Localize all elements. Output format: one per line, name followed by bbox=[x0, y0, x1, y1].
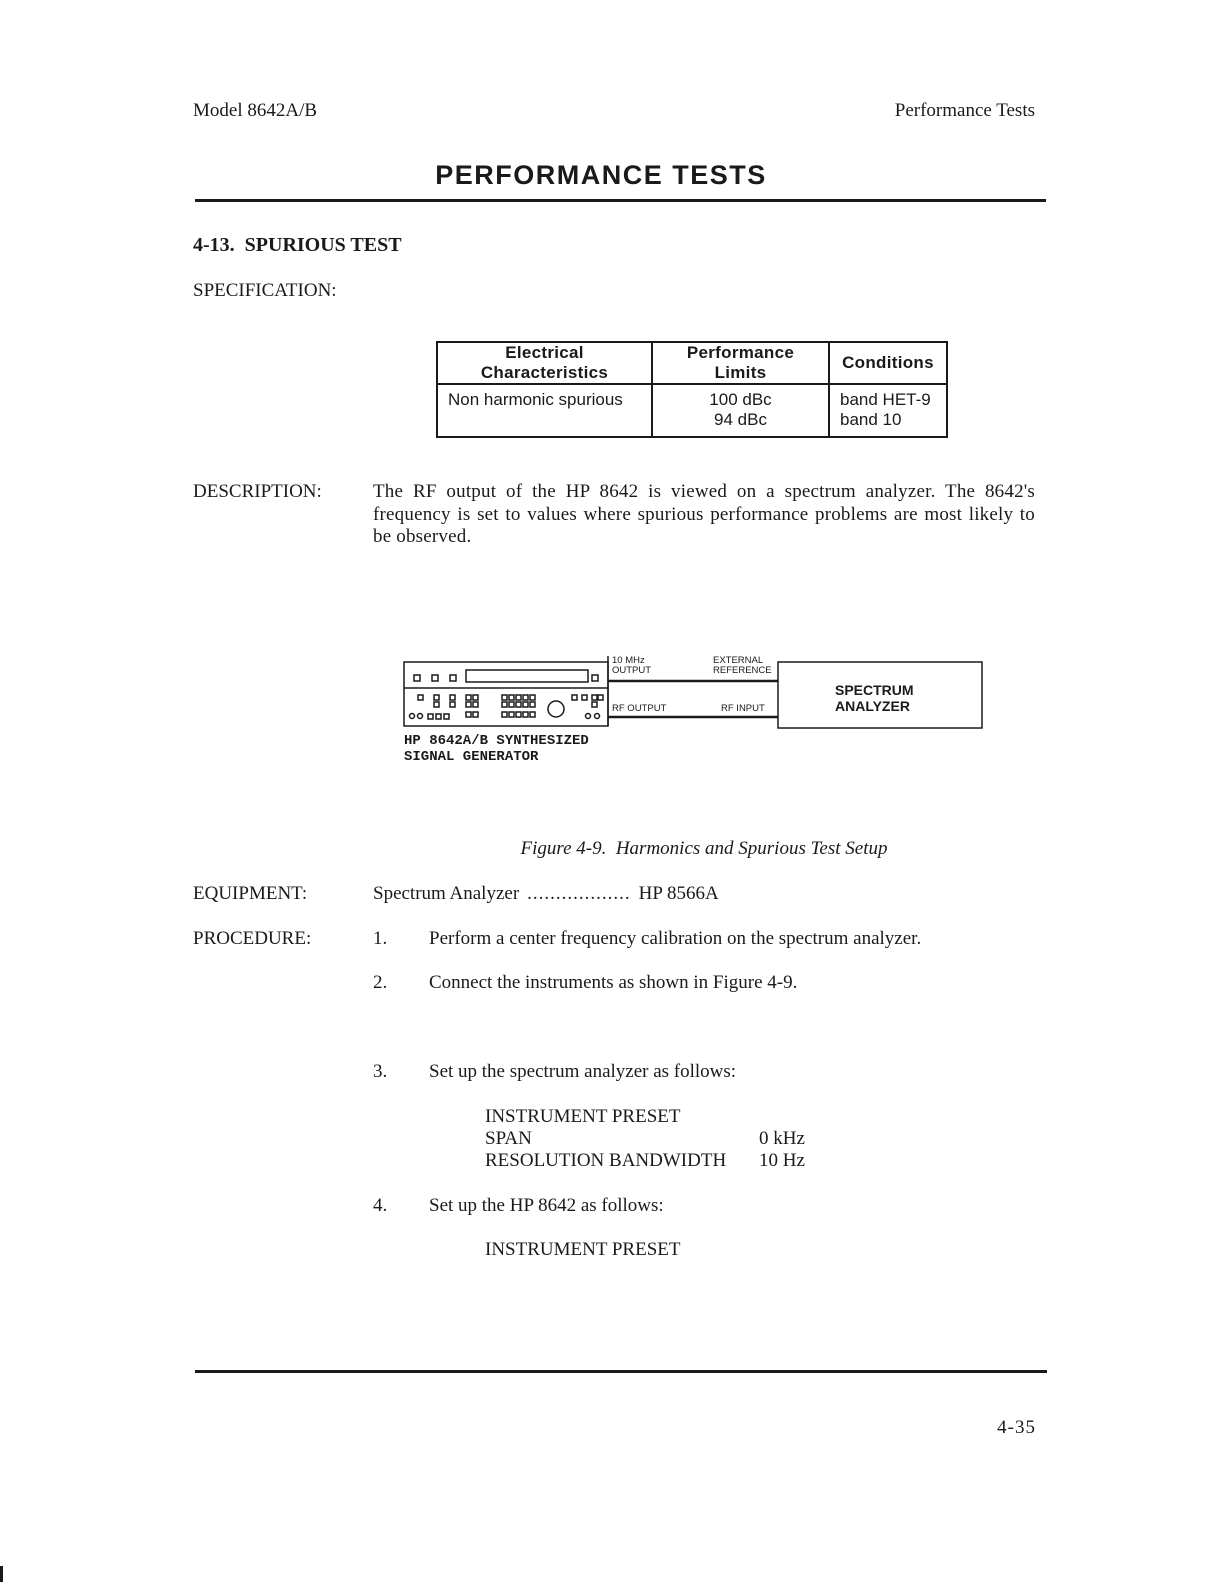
test-setup-diagram bbox=[400, 650, 990, 770]
scan-edge-mark bbox=[0, 1566, 3, 1582]
analyzer-setting-name: SPAN bbox=[485, 1128, 532, 1149]
header-model: Model 8642A/B bbox=[193, 100, 318, 121]
condition-value: band HET-9 bbox=[840, 390, 931, 409]
step-number: 3. bbox=[373, 1061, 388, 1082]
top-rule bbox=[195, 199, 1046, 202]
analyzer-label-line2: ANALYZER bbox=[835, 698, 910, 714]
equipment-label: EQUIPMENT: bbox=[193, 883, 308, 904]
analyzer-setting-value: 10 Hz bbox=[759, 1150, 805, 1171]
analyzer-label-line1: SPECTRUM bbox=[835, 682, 914, 698]
generator-setting-name: INSTRUMENT PRESET bbox=[485, 1239, 681, 1260]
port-external-label: EXTERNAL bbox=[713, 655, 764, 666]
step-text: Perform a center frequency calibration on the spectrum analyzer. bbox=[429, 928, 922, 949]
table-header: Electrical Characteristics bbox=[437, 342, 652, 384]
description-text: The RF output of the HP 8642 is viewed on a spectrum analyzer. The 8642's frequency is set to values where spurious performance problems are most likely to be observed. bbox=[373, 481, 1035, 547]
equipment-item: Spectrum Analyzer bbox=[373, 883, 520, 904]
page-number: 4-35 bbox=[997, 1417, 1036, 1438]
generator-label-line2: SIGNAL GENERATOR bbox=[404, 749, 539, 765]
port-output-label: OUTPUT bbox=[612, 665, 652, 676]
bottom-rule bbox=[195, 1370, 1047, 1373]
page-title: PERFORMANCE TESTS bbox=[435, 160, 767, 190]
figure-caption: Figure 4-9. Harmonics and Spurious Test Setup bbox=[520, 838, 888, 859]
limit-value: 100 dBc bbox=[709, 390, 772, 409]
table-header: Conditions bbox=[829, 342, 947, 384]
equipment-model: HP 8566A bbox=[638, 883, 719, 904]
specification-table bbox=[436, 341, 948, 438]
equipment-entry bbox=[373, 883, 719, 905]
table-cell-characteristic: Non harmonic spurious bbox=[437, 384, 652, 437]
table-cell-conditions bbox=[829, 384, 947, 437]
port-10mhz-label: 10 MHz bbox=[612, 655, 645, 666]
step-text: Set up the spectrum analyzer as follows: bbox=[429, 1061, 737, 1082]
equipment-leader-dots: .................. bbox=[527, 883, 631, 904]
analyzer-setting-value: 0 kHz bbox=[759, 1128, 805, 1149]
description-label: DESCRIPTION: bbox=[193, 481, 322, 502]
condition-value: band 10 bbox=[840, 410, 902, 429]
step-text: Set up the HP 8642 as follows: bbox=[429, 1195, 664, 1216]
table-header: Performance Limits bbox=[652, 342, 829, 384]
table-cell-limits bbox=[652, 384, 829, 437]
analyzer-setting-name: INSTRUMENT PRESET bbox=[485, 1106, 681, 1127]
specification-label: SPECIFICATION: bbox=[193, 280, 337, 301]
port-rf-input-label: RF INPUT bbox=[721, 703, 765, 714]
step-number: 4. bbox=[373, 1195, 388, 1216]
procedure-label: PROCEDURE: bbox=[193, 928, 312, 949]
generator-label-line1: HP 8642A/B SYNTHESIZED bbox=[404, 733, 589, 749]
signal-generator-illustration bbox=[404, 662, 608, 726]
table-row bbox=[437, 384, 947, 437]
step-number: 1. bbox=[373, 928, 388, 949]
step-text: Connect the instruments as shown in Figure 4-9. bbox=[429, 972, 798, 993]
limit-value: 94 dBc bbox=[714, 410, 767, 429]
header-section: Performance Tests bbox=[894, 100, 1035, 121]
port-reference-label: REFERENCE bbox=[713, 665, 772, 676]
analyzer-setting-name: RESOLUTION BANDWIDTH bbox=[485, 1150, 727, 1171]
port-rf-output-label: RF OUTPUT bbox=[612, 703, 667, 714]
section-heading: 4-13. SPURIOUS TEST bbox=[193, 234, 402, 256]
step-number: 2. bbox=[373, 972, 388, 993]
